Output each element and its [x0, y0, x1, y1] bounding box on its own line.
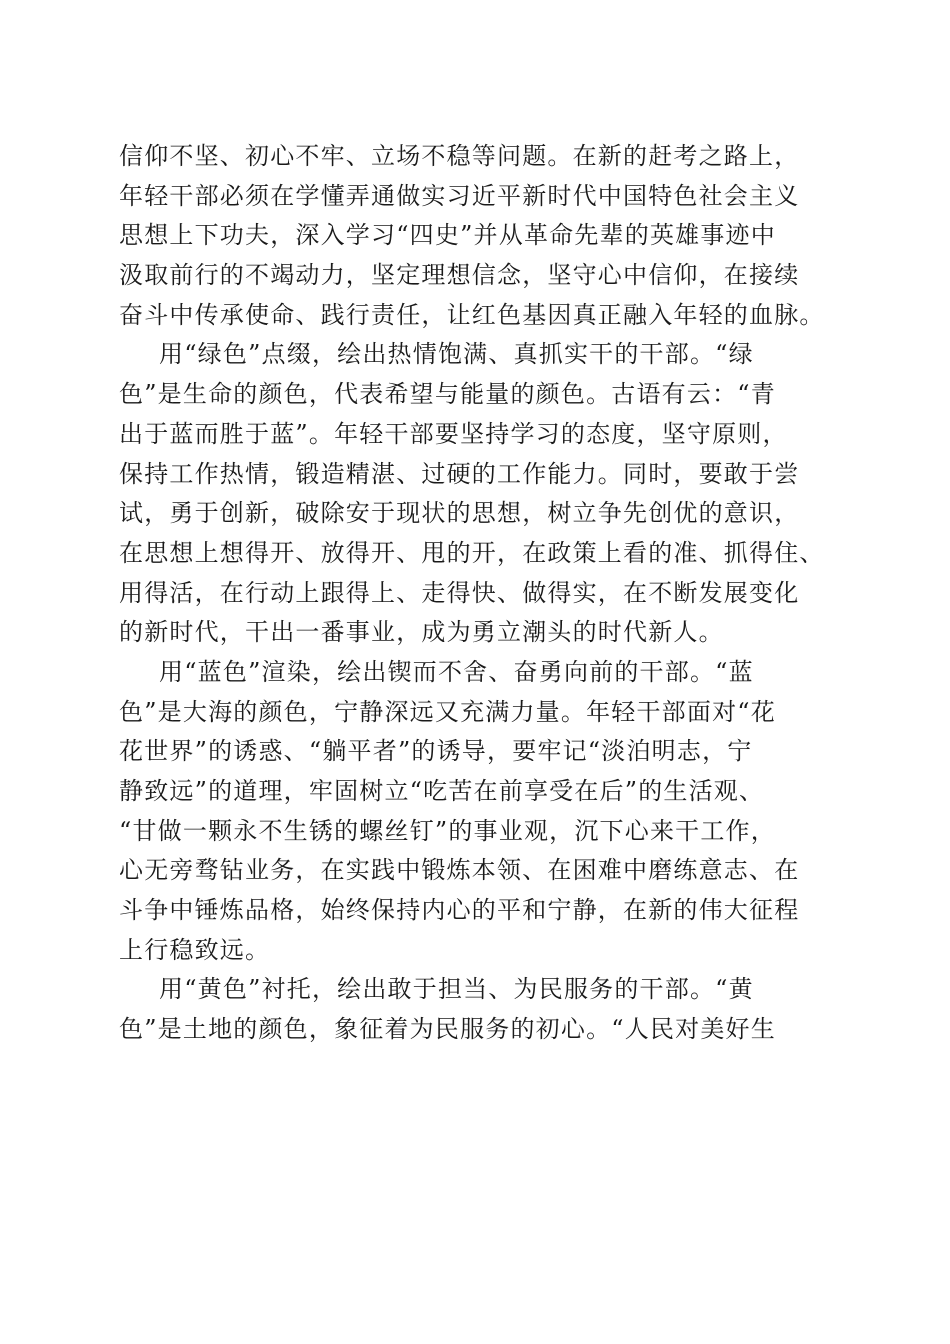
paragraph-start-yellow: 用“黄色”衬托，绘出敢于担当、为民服务的干部。“黄 — [159, 975, 754, 1004]
text-line: 试，勇于创新，破除安于现状的思想，树立争先创优的意识， — [119, 499, 800, 528]
text-line: 思想上下功夫，深入学习“四史”并从革命先辈的英雄事迹中 — [119, 221, 776, 250]
text-line: 静致远”的道理，牢固树立“吃苦在前享受在后”的生活观、 — [119, 777, 765, 805]
text-line: 保持工作热情，锻造精湛、过硬的工作能力。同时，要敢于尝 — [119, 459, 800, 488]
text-line: 汲取前行的不竭动力，坚定理想信念，坚守心中信仰，在接续 — [119, 261, 800, 290]
document-body — [119, 137, 839, 1050]
text-line: 在思想上想得开、放得开、甩的开，在政策上看的准、抓得住、 — [119, 538, 825, 567]
text-line: 出于蓝而胜于蓝”。年轻干部要坚持学习的态度，坚守原则， — [119, 419, 788, 448]
text-line: 色”是土地的颜色，象征着为民服务的初心。“人民对美好生 — [119, 1015, 776, 1044]
text-line: “甘做一颗永不生锈的螺丝钉”的事业观，沉下心来干工作， — [119, 816, 776, 845]
text-line: 用得活，在行动上跟得上、走得快、做得实，在不断发展变化 — [119, 578, 800, 607]
text-line: 奋斗中传承使命、践行责任，让红色基因真正融入年轻的血脉。 — [119, 300, 825, 329]
text-line: 年轻干部必须在学懂弄通做实习近平新时代中国特色社会主义 — [119, 181, 800, 210]
text-line: 色”是大海的颜色，宁静深远又充满力量。年轻干部面对“花 — [119, 697, 776, 726]
text-line: 花世界”的诱惑、“躺平者”的诱导，要牢记“淡泊明志，宁 — [119, 737, 753, 766]
text-line: 上行稳致远。 — [119, 935, 271, 964]
paragraph-start-green: 用“绿色”点缀，绘出热情饱满、真抓实干的干部。“绿 — [159, 340, 754, 369]
text-line: 斗争中锤炼品格，始终保持内心的平和宁静，在新的伟大征程 — [119, 896, 800, 925]
paragraph-start-blue: 用“蓝色”渲染，绘出锲而不舍、奋勇向前的干部。“蓝 — [159, 657, 754, 686]
text-line: 的新时代，干出一番事业，成为勇立潮头的时代新人。 — [119, 618, 724, 647]
text-line: 色”是生命的颜色，代表希望与能量的颜色。古语有云：“青 — [119, 380, 776, 409]
text-line: 心无旁骛钻业务，在实践中锻炼本领、在困难中磨练意志、在 — [119, 856, 800, 885]
text-line: 信仰不坚、初心不牢、立场不稳等问题。在新的赶考之路上， — [119, 142, 800, 170]
